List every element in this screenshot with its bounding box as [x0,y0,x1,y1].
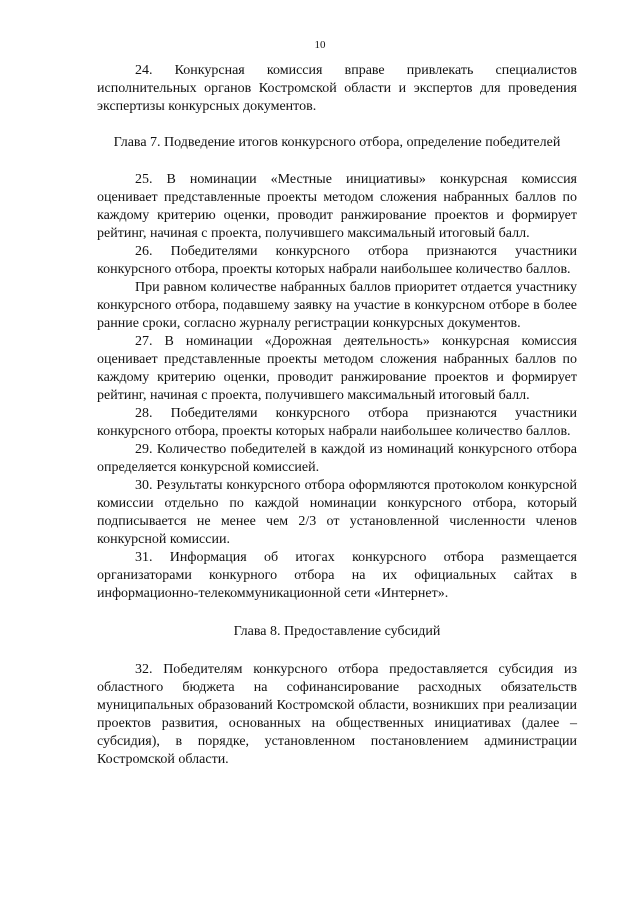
paragraph-30: 30. Результаты конкурсного отбора оформляются протоколом конкурсной комиссии отдельно по каждой номинации конкурсного отбора, который подписывается не менее чем 2/3 от установленной численности членов конкурсной комиссии. [97,478,577,547]
chapter-8-heading: Глава 8. Предоставление субсидий [233,624,441,639]
paragraph-26-continuation: При равном количестве набранных баллов приоритет отдается участнику конкурсного отбора, подавшему заявку на участие в конкурсном отборе в более ранние сроки, согласно журналу регистрации конкурсных документов. [97,280,577,331]
document-body [97,62,577,769]
paragraph-25: 25. В номинации «Местные инициативы» конкурсная комиссия оценивает представленные проекты методом сложения набранных баллов по каждому критерию оценки, проводит ранжирование проектов и формирует рейтинг, начиная с проекта, получившего максимальный итоговый балл. [97,172,577,241]
paragraph-28: 28. Победителями конкурсного отбора признаются участники конкурсного отбора, проекты которых набрали наибольшее количество баллов. [97,406,577,439]
paragraph-27: 27. В номинации «Дорожная деятельность» конкурсная комиссия оценивает представленные проекты методом сложения набранных баллов по каждому критерию оценки, проводит ранжирование проектов и формирует рейтинг, начиная с проекта, получившего максимальный итоговый балл. [97,334,577,403]
page-number: 10 [314,39,326,51]
chapter-7-heading: Глава 7. Подведение итогов конкурсного отбора, определение победителей [113,135,561,150]
paragraph-24: 24. Конкурсная комиссия вправе привлекать специалистов исполнительных органов Костромской области и экспертов для проведения экспертизы конкурсных документов. [97,63,577,114]
paragraph-29: 29. Количество победителей в каждой из номинаций конкурсного отбора определяется конкурсной комиссией. [97,442,577,475]
paragraph-26: 26. Победителями конкурсного отбора признаются участники конкурсного отбора, проекты которых набрали наибольшее количество баллов. [97,244,577,277]
paragraph-31: 31. Информация об итогах конкурсного отбора размещается организаторами конкурного отбора на их официальных сайтах в информационно-телекоммуникационной сети «Интернет». [97,550,577,601]
paragraph-32: 32. Победителям конкурсного отбора предоставляется субсидия из областного бюджета на софинансирование расходных обязательств муниципальных образований Костромской области, возникших при реализации проектов развития, основанных на общественных инициативах (далее – субсидия), в порядке, установленном постановлением администрации Костромской области. [97,662,577,767]
